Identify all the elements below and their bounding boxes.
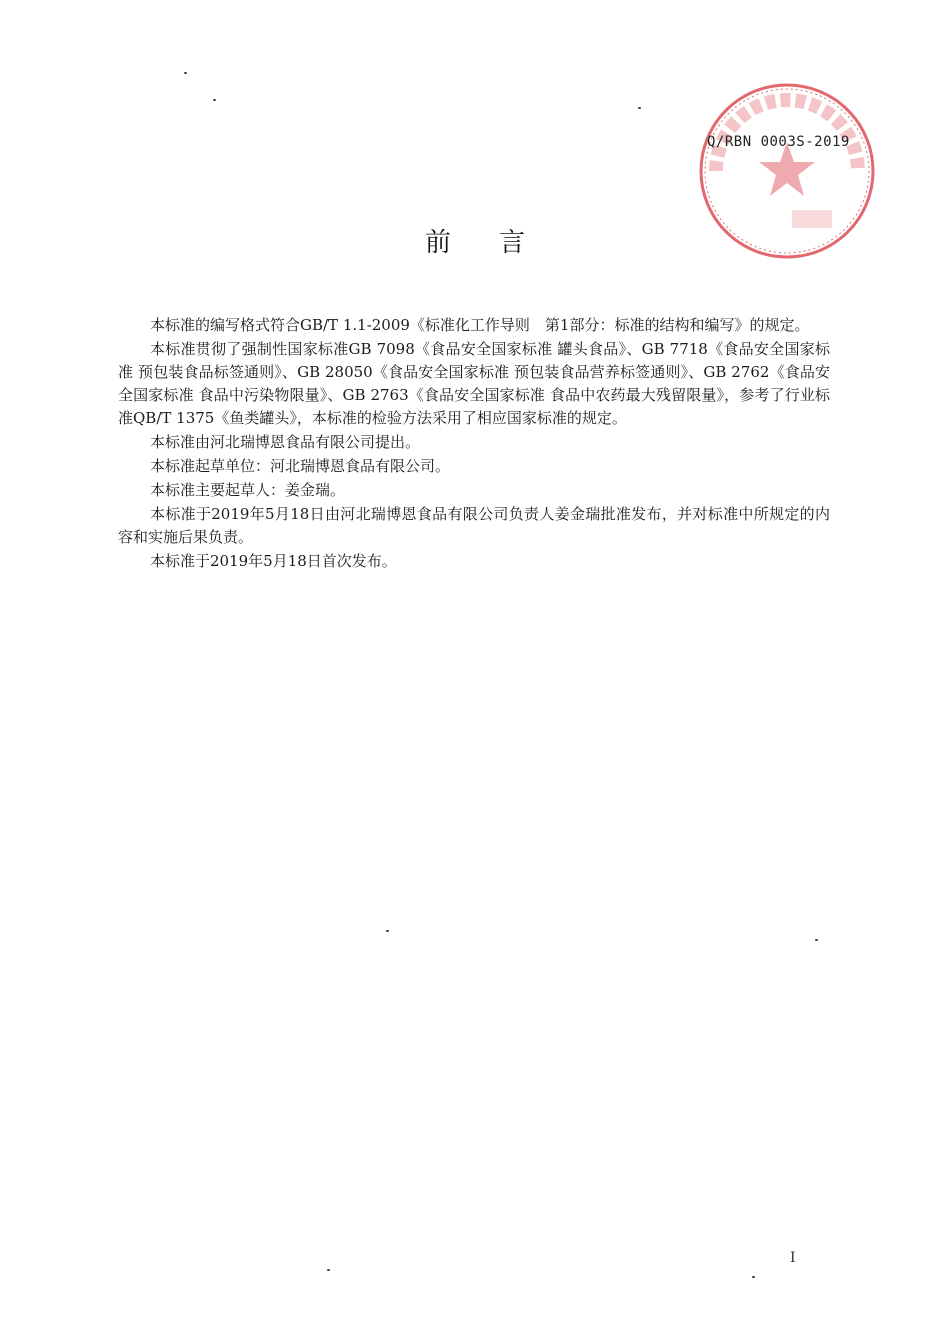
paragraph-approval: 本标准于2019年5月18日由河北瑞博恩食品有限公司负责人姜金瑞批准发布，并对标准中所规定的内容和实施后果负责。 <box>118 505 830 546</box>
scan-speck <box>327 1269 330 1271</box>
paragraph-references: 本标准贯彻了强制性国家标准GB 7098《食品安全国家标准 罐头食品》、GB 7718《食品安全国家标准 预包装食品标签通则》、GB 28050《食品安全国家标准 预包装食品营养标签通则》、GB 2762《食品安全国家标准 食品中污染物限量》、GB 2763《食品安全国家标准 食品中农药最大残留限量》，参考了行业标准QB/T 1375《鱼类罐头》，本标准的检验方法采用了相应国家标准的规定。 <box>118 340 830 427</box>
scan-speck <box>184 72 187 74</box>
paragraph-drafting-unit: 本标准起草单位：河北瑞博恩食品有限公司。 <box>150 457 451 475</box>
page-number: I <box>790 1250 796 1266</box>
scan-speck <box>386 930 389 932</box>
foreword-body <box>118 314 830 573</box>
paragraph-proposer: 本标准由河北瑞博恩食品有限公司提出。 <box>150 433 421 451</box>
paragraph-format: 本标准的编写格式符合GB/T 1.1-2009《标准化工作导则 第1部分：标准的结构和编写》的规定。 <box>150 316 810 334</box>
page-title: 前言 <box>424 228 573 258</box>
document-number: Q/RBN 0003S-2019 <box>707 134 850 150</box>
scan-speck <box>213 99 216 101</box>
scan-speck <box>815 939 818 941</box>
seal-star-icon <box>759 142 815 196</box>
paragraph-first-release: 本标准于2019年5月18日首次发布。 <box>150 552 397 570</box>
scan-speck <box>638 107 641 109</box>
company-seal <box>696 80 878 262</box>
paragraph-drafter: 本标准主要起草人：姜金瑞。 <box>150 481 346 499</box>
scan-speck <box>752 1276 755 1278</box>
